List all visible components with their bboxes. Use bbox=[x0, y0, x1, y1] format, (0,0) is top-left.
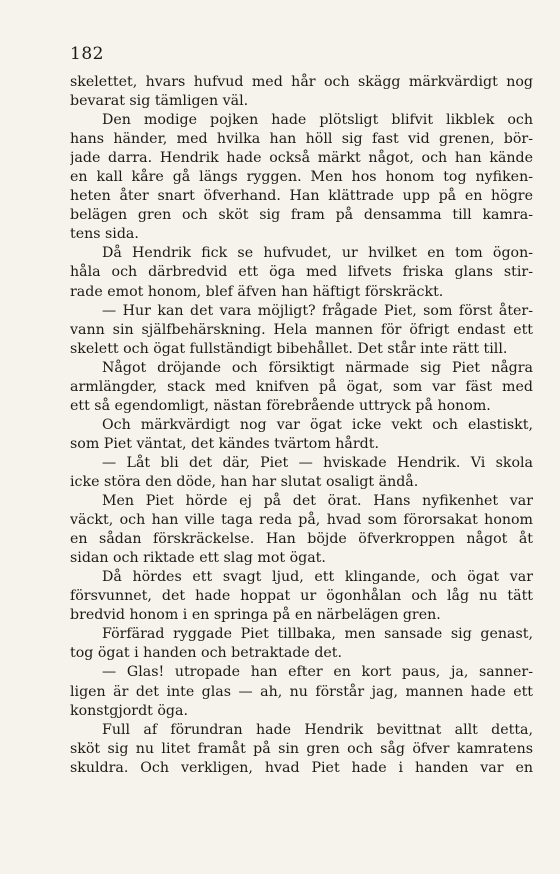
text-line: väckt, och han ville taga reda på, hvad som förorsakat honom bbox=[70, 512, 533, 529]
text-line: ligen är det inte glas — ah, nu förstår jag, mannen hade ett bbox=[70, 683, 533, 700]
text-line: — Hur kan det vara möjligt? frågade Piet, som först åter- bbox=[102, 302, 533, 319]
text-line: bevarat sig tämligen väl. bbox=[70, 93, 249, 110]
text-line: Den modige pojken hade plötsligt blifvit likblek och bbox=[102, 112, 533, 129]
text-line: sköt sig nu litet framåt på sin gren och såg öfver kamratens bbox=[70, 740, 533, 757]
text-line: tens sida. bbox=[70, 226, 139, 243]
text-line: hans händer, med hvilka han höll sig fast vid grenen, bör- bbox=[70, 131, 533, 148]
text-line: ett så egendomligt, nästan förebrående uttryck på honom. bbox=[70, 397, 491, 414]
text-line: heten åter snart öfverhand. Han klättrade upp på en högre bbox=[70, 188, 533, 205]
text-line: skelett och ögat fullständigt bibehållet. Det står inte rätt till. bbox=[70, 340, 508, 357]
text-line: Något dröjande och försiktigt närmade sig Piet några bbox=[102, 359, 533, 376]
text-line: Då hördes ett svagt ljud, ett klingande, och ögat var bbox=[102, 569, 533, 586]
text-line: sidan och riktade ett slag mot ögat. bbox=[70, 550, 326, 567]
text-line: Förfärad ryggade Piet tillbaka, men sansade sig genast, bbox=[102, 626, 533, 643]
text-line: jade darra. Hendrik hade också märkt något, och han kände bbox=[70, 150, 533, 167]
text-line: en kall kåre gå längs ryggen. Men hos honom tog nyfiken- bbox=[70, 169, 533, 186]
text-line: bredvid honom i en springa på en närbelägen gren. bbox=[70, 607, 441, 624]
text-line: Men Piet hörde ej på det örat. Hans nyfikenhet var bbox=[102, 493, 533, 510]
text-line: tog ögat i handen och betraktade det. bbox=[70, 645, 343, 662]
text-line: skuldra. Och verkligen, hvad Piet hade i handen var en bbox=[70, 759, 533, 776]
text-line: en sådan förskräckelse. Han böjde öfverkroppen något åt bbox=[70, 531, 533, 548]
text-line: konstgjordt öga. bbox=[70, 702, 188, 719]
text-line: håla och därbredvid ett öga med lifvets friska glans stir- bbox=[70, 264, 533, 281]
text-line: vann sin själfbehärskning. Hela mannen för öfrigt endast ett bbox=[70, 321, 533, 338]
text-line: rade emot honom, blef äfven han häftigt förskräckt. bbox=[70, 283, 444, 300]
page-number: 182 bbox=[70, 44, 104, 64]
text-line: som Piet väntat, det kändes tvärtom hårdt. bbox=[70, 435, 379, 452]
text-line: — Glas! utropade han efter en kort paus, ja, sanner- bbox=[102, 664, 533, 681]
text-line: icke störa den döde, han har slutat osaligt ändå. bbox=[70, 473, 419, 490]
text-line: belägen gren och sköt sig fram på densamma till kamra- bbox=[70, 207, 533, 224]
text-line: försvunnet, det hade hoppat ur ögonhålan och låg nu tätt bbox=[70, 588, 533, 605]
text-line: skelettet, hvars hufvud med hår och skägg märkvärdigt nog bbox=[70, 74, 533, 90]
text-line: Full af förundran hade Hendrik bevittnat allt detta, bbox=[102, 721, 533, 738]
body-text bbox=[70, 73, 533, 778]
text-line: — Låt bli det där, Piet — hviskade Hendrik. Vi skola bbox=[102, 454, 533, 471]
text-line: armlängder, stack med knifven på ögat, som var fäst med bbox=[70, 378, 533, 395]
text-line: Då Hendrik fick se hufvudet, ur hvilket en tom ögon- bbox=[102, 245, 533, 262]
text-line: Och märkvärdigt nog var ögat icke vekt och elastiskt, bbox=[102, 416, 533, 433]
